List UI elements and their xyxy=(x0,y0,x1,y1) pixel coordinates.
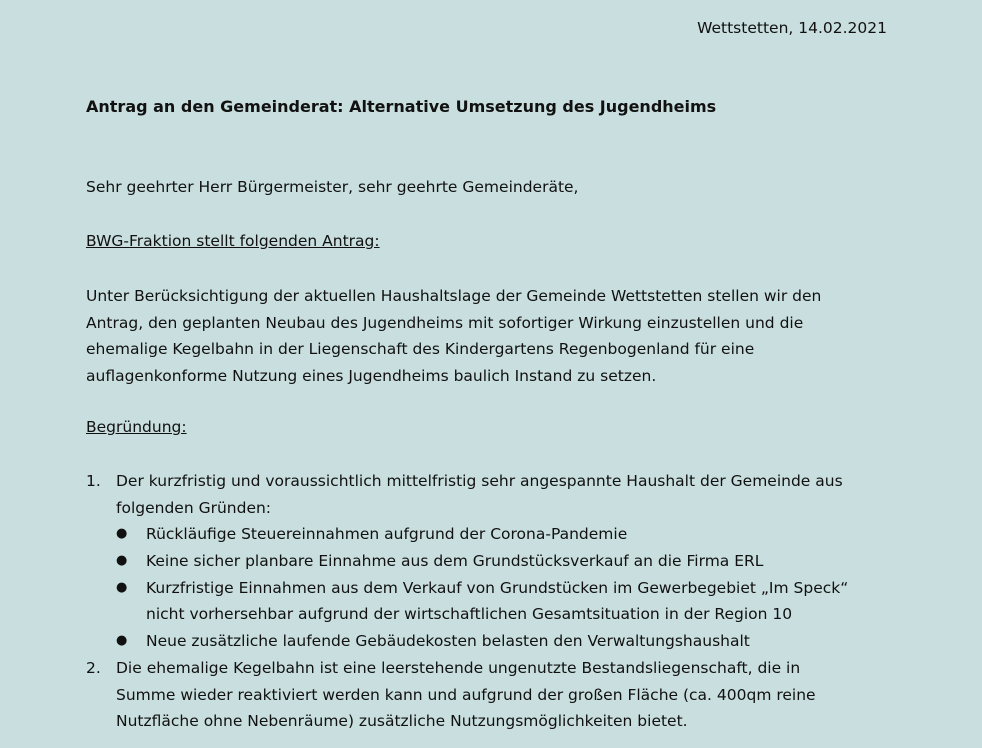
reason-text: Nutzfläche ohne Nebenräume) zusätzliche Nutzungsmöglichkeiten bietet. xyxy=(116,712,688,731)
reason-number: 2. xyxy=(86,658,101,677)
reason-number: 1. xyxy=(86,472,101,490)
bullet-icon: ● xyxy=(116,553,128,569)
reason-heading: Begründung: xyxy=(86,418,187,436)
document-title: Antrag an den Gemeinderat: Alternative Umsetzung des Jugendheims xyxy=(86,97,717,116)
document-date: Wettstetten, 14.02.2021 xyxy=(697,19,887,37)
salutation: Sehr geehrter Herr Bürgermeister, sehr geehrte Gemeinderäte, xyxy=(86,178,579,196)
motion-line: Unter Berücksichtigung der aktuellen Haushaltslage der Gemeinde Wettstetten stellen wir den xyxy=(86,287,822,305)
reason-text: Summe wieder reaktiviert werden kann und aufgrund der großen Fläche (ca. 400qm reine xyxy=(116,685,816,704)
motion-paragraph xyxy=(86,283,821,389)
bullet-text: nicht vorhersehbar aufgrund der wirtschaftlichen Gesamtsituation in der Region 10 xyxy=(146,605,793,624)
bullet-icon: ● xyxy=(116,579,128,595)
motion-line: ehemalige Kegelbahn in der Liegenschaft des Kindergartens Regenbogenland für eine xyxy=(86,340,755,358)
reason-text: Der kurzfristig und voraussichtlich mittelfristig sehr angespannte Haushalt der Gemeinde aus xyxy=(116,472,843,490)
reason-text: Die ehemalige Kegelbahn ist eine leerstehende ungenutzte Bestandsliegenschaft, die in xyxy=(116,658,801,677)
motion-line: auflagenkonforme Nutzung eines Jugendheims baulich Instand zu setzen. xyxy=(86,366,657,385)
reason-text: folgenden Gründen: xyxy=(116,498,272,517)
bullet-text: Keine sicher planbare Einnahme aus dem Grundstücksverkauf an die Firma ERL xyxy=(146,552,764,571)
bullet-text: Rückläufige Steuereinnahmen aufgrund der Corona-Pandemie xyxy=(146,525,628,544)
motion-line: Antrag, den geplanten Neubau des Jugendheims mit sofortiger Wirkung einzustellen und die xyxy=(86,313,804,332)
bullet-text: Kurzfristige Einnahmen aus dem Verkauf von Grundstücken im Gewerbegebiet „Im Speck“ xyxy=(146,578,849,597)
motion-heading: BWG-Fraktion stellt folgenden Antrag: xyxy=(86,232,380,250)
bullet-icon: ● xyxy=(116,633,128,649)
bullet-icon: ● xyxy=(116,526,128,542)
bullet-text: Neue zusätzliche laufende Gebäudekosten belasten den Verwaltungshaushalt xyxy=(146,632,750,651)
